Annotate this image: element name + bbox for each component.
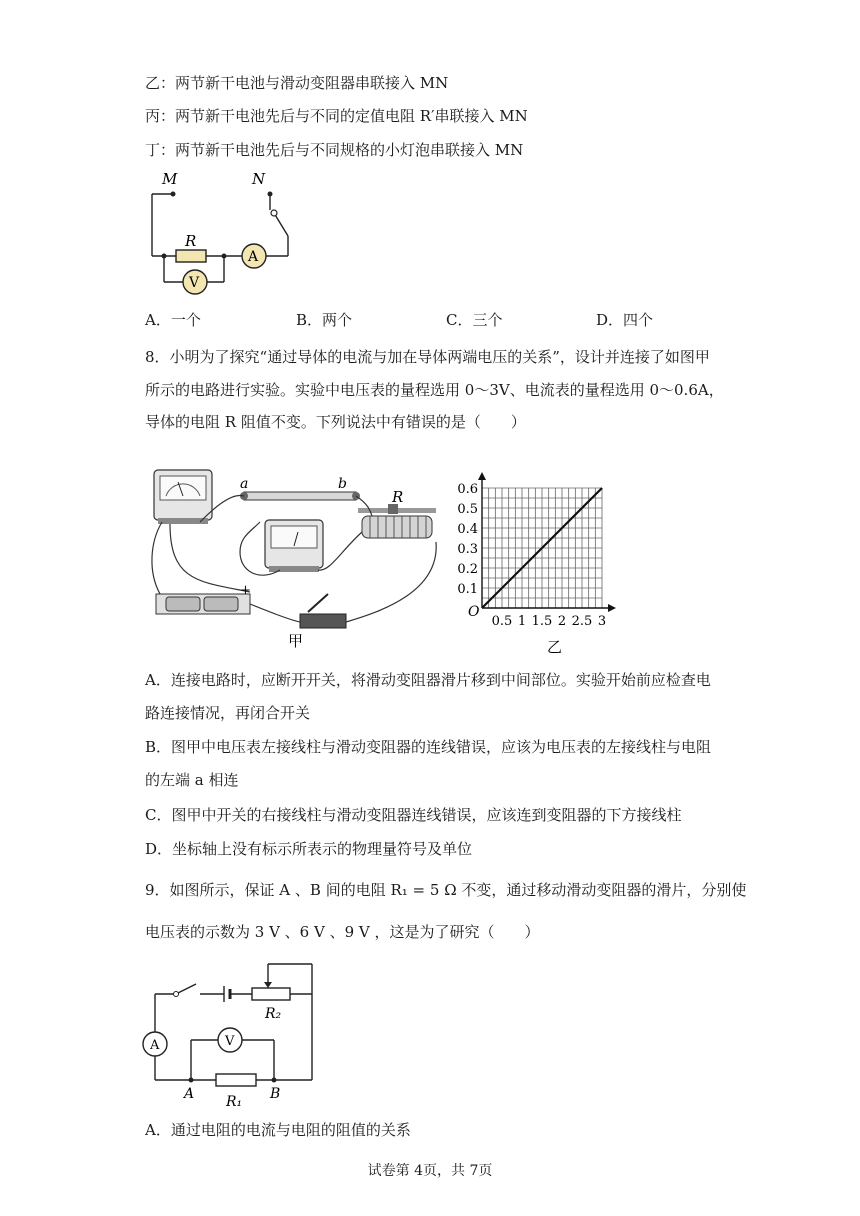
x-tick-labels bbox=[492, 614, 606, 629]
q7-option-b: B．两个 bbox=[296, 311, 353, 329]
q9-line-2: 电压表的示数为 3 V 、6 V 、9 V ，这是为了研究（ ） bbox=[145, 923, 540, 941]
q8-line-2: 所示的电路进行实验。实验中电压表的量程选用 0～3V、电流表的量程选用 0～0.6A， bbox=[145, 381, 724, 399]
q9-node-b-label: B bbox=[270, 1086, 281, 1102]
rod-end-b-label: b bbox=[338, 476, 347, 492]
q8-line-3: 导体的电阻 R 阻值不变。下列说法中有错误的是（ ） bbox=[145, 413, 526, 431]
q7-option-c: C．三个 bbox=[446, 311, 503, 329]
terminal-n-label: N bbox=[252, 170, 266, 188]
y-tick-label: 0.4 bbox=[457, 522, 478, 537]
x-tick-label: 2 bbox=[557, 614, 567, 629]
q8-graph-yi bbox=[452, 450, 648, 660]
x-tick-label: 1 bbox=[517, 614, 527, 629]
y-axis-arrow bbox=[478, 472, 486, 480]
page-footer: 试卷第 4页，共 7页 bbox=[367, 1163, 493, 1179]
resistor-r-label: R bbox=[185, 232, 197, 250]
q9-r2-label: R₂ bbox=[265, 1006, 282, 1022]
q9-line-1: 9．如图所示，保证 A 、B 间的电阻 R₁ = 5 Ω 不变，通过移动滑动变阻器的滑片，分别使 bbox=[145, 881, 747, 899]
q9-circuit-diagram bbox=[140, 958, 330, 1110]
q8-experiment-circuit-jia bbox=[140, 452, 450, 652]
y-tick-label: 0.5 bbox=[457, 502, 478, 517]
q8-option-d: D．坐标轴上没有标示所表示的物理量符号及单位 bbox=[145, 840, 473, 858]
battery-plus-label: + bbox=[240, 583, 251, 598]
q9-option-a: A．通过电阻的电流与电阻的阻值的关系 bbox=[145, 1121, 411, 1139]
q7-line-yi: 乙：两节新干电池与滑动变阻器串联接入 MN bbox=[145, 74, 449, 92]
q9-node-a-label: A bbox=[184, 1086, 195, 1102]
q9-ammeter-label: A bbox=[150, 1038, 160, 1053]
q8-option-b-line-1: B．图甲中电压表左接线柱与滑动变阻器的连线错误，应该为电压表的左接线柱与电阻 bbox=[145, 738, 712, 756]
figure-yi-caption: 乙 bbox=[547, 638, 563, 656]
x-tick-label: 2.5 bbox=[571, 614, 593, 629]
x-tick-label: 0.5 bbox=[491, 614, 513, 629]
q8-line-1: 8．小明为了探究“通过导体的电流与加在导体两端电压的关系”，设计并连接了如图甲 bbox=[145, 348, 710, 366]
q8-option-a-line-1: A．连接电路时，应断开开关，将滑动变阻器滑片移到中间部位。实验开始前应检查电 bbox=[145, 671, 711, 689]
y-tick-label: 0.6 bbox=[457, 482, 478, 497]
q7-line-ding: 丁：两节新干电池先后与不同规格的小灯泡串联接入 MN bbox=[145, 141, 524, 159]
q7-circuit-diagram bbox=[140, 166, 300, 301]
q9-voltmeter-label: V bbox=[225, 1034, 235, 1049]
q8-option-a-line-2: 路连接情况，再闭合开关 bbox=[145, 704, 311, 722]
terminal-m-label: M bbox=[162, 170, 178, 188]
rod-end-a-label: a bbox=[240, 476, 249, 492]
q7-option-d: D．四个 bbox=[596, 311, 654, 329]
x-tick-label: 1.5 bbox=[531, 614, 553, 629]
x-axis-arrow bbox=[608, 604, 616, 612]
graph-origin-label: O bbox=[468, 604, 480, 620]
y-tick-label: 0.3 bbox=[457, 542, 478, 557]
y-tick-label: 0.2 bbox=[457, 562, 478, 577]
y-tick-label: 0.1 bbox=[457, 582, 478, 597]
q9-r1-label: R₁ bbox=[226, 1094, 243, 1110]
q8-option-b-line-2: 的左端 a 相连 bbox=[145, 771, 239, 789]
rheostat-r-label: R bbox=[392, 488, 404, 506]
figure-jia-caption: 甲 bbox=[288, 632, 304, 650]
q8-option-c: C．图甲中开关的右接线柱与滑动变阻器连线错误，应该连到变阻器的下方接线柱 bbox=[145, 806, 682, 824]
q7-line-bing: 丙：两节新干电池先后与不同的定值电阻 R′串联接入 MN bbox=[145, 107, 528, 125]
y-tick-labels bbox=[457, 482, 478, 597]
q7-option-a: A．一个 bbox=[145, 311, 201, 329]
x-tick-label: 3 bbox=[597, 614, 607, 629]
voltmeter-label: V bbox=[189, 275, 200, 291]
ammeter-label: A bbox=[248, 249, 259, 265]
